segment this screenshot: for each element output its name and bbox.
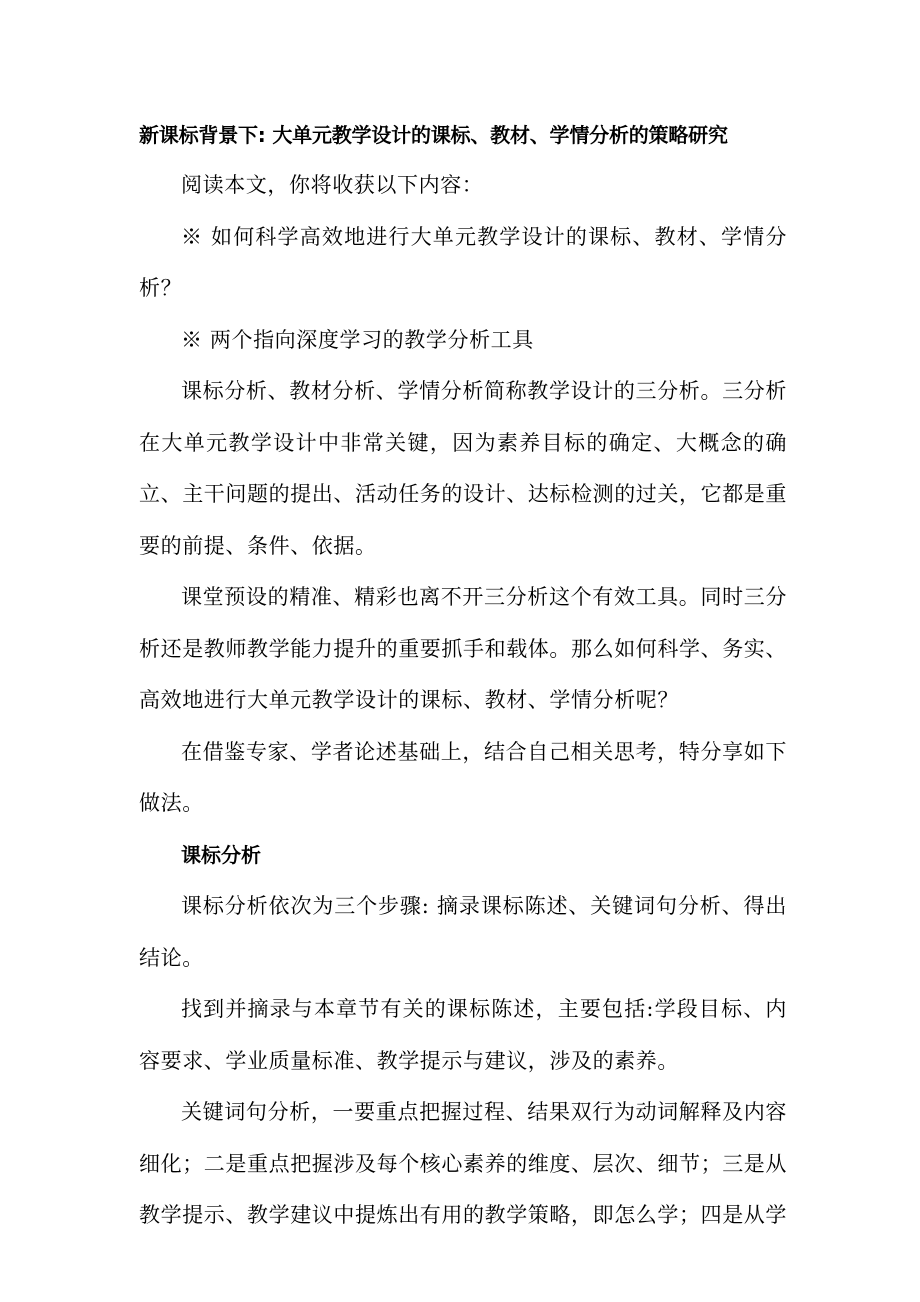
section-paragraph: 找到并摘录与本章节有关的课标陈述，主要包括:学段目标、内容要求、学业质量标准、教学提示与建议，涉及的素养。 bbox=[139, 997, 787, 1073]
bullet-item: ※ 如何科学高效地进行大单元教学设计的课标、教材、学情分析？ bbox=[139, 224, 787, 300]
intro-paragraph: 阅读本文，你将收获以下内容： bbox=[181, 173, 484, 197]
section-paragraph: 课标分析依次为三个步骤: 摘录课标陈述、关键词句分析、得出结论。 bbox=[139, 894, 787, 970]
section-heading: 课标分析 bbox=[181, 842, 261, 867]
body-paragraph: 课标分析、教材分析、学情分析简称教学设计的三分析。三分析在大单元教学设计中非常关键，因为素养目标的确定、大概念的确立、主干问题的提出、活动任务的设计、达标检测的过关，它都是重要的前提、条件、依据。 bbox=[139, 379, 787, 558]
bullet-item: ※ 两个指向深度学习的教学分析工具 bbox=[181, 327, 534, 352]
document-body bbox=[139, 120, 787, 1242]
section-paragraph: 关键词句分析，一要重点把握过程、结果双行为动词解释及内容细化；二是重点把握涉及每个核心素养的维度、层次、细节；三是从教学提示、教学建议中提炼出有用的教学策略，即怎么学；四是从学 bbox=[139, 1100, 787, 1227]
document-title: 新课标背景下: 大单元教学设计的课标、教材、学情分析的策略研究 bbox=[139, 123, 728, 147]
body-paragraph: 在借鉴专家、学者论述基础上，结合自己相关思考，特分享如下做法。 bbox=[139, 739, 787, 815]
body-paragraph: 课堂预设的精准、精彩也离不开三分析这个有效工具。同时三分析还是教师教学能力提升的重要抓手和载体。那么如何科学、务实、高效地进行大单元教学设计的课标、教材、学情分析呢？ bbox=[139, 585, 787, 712]
